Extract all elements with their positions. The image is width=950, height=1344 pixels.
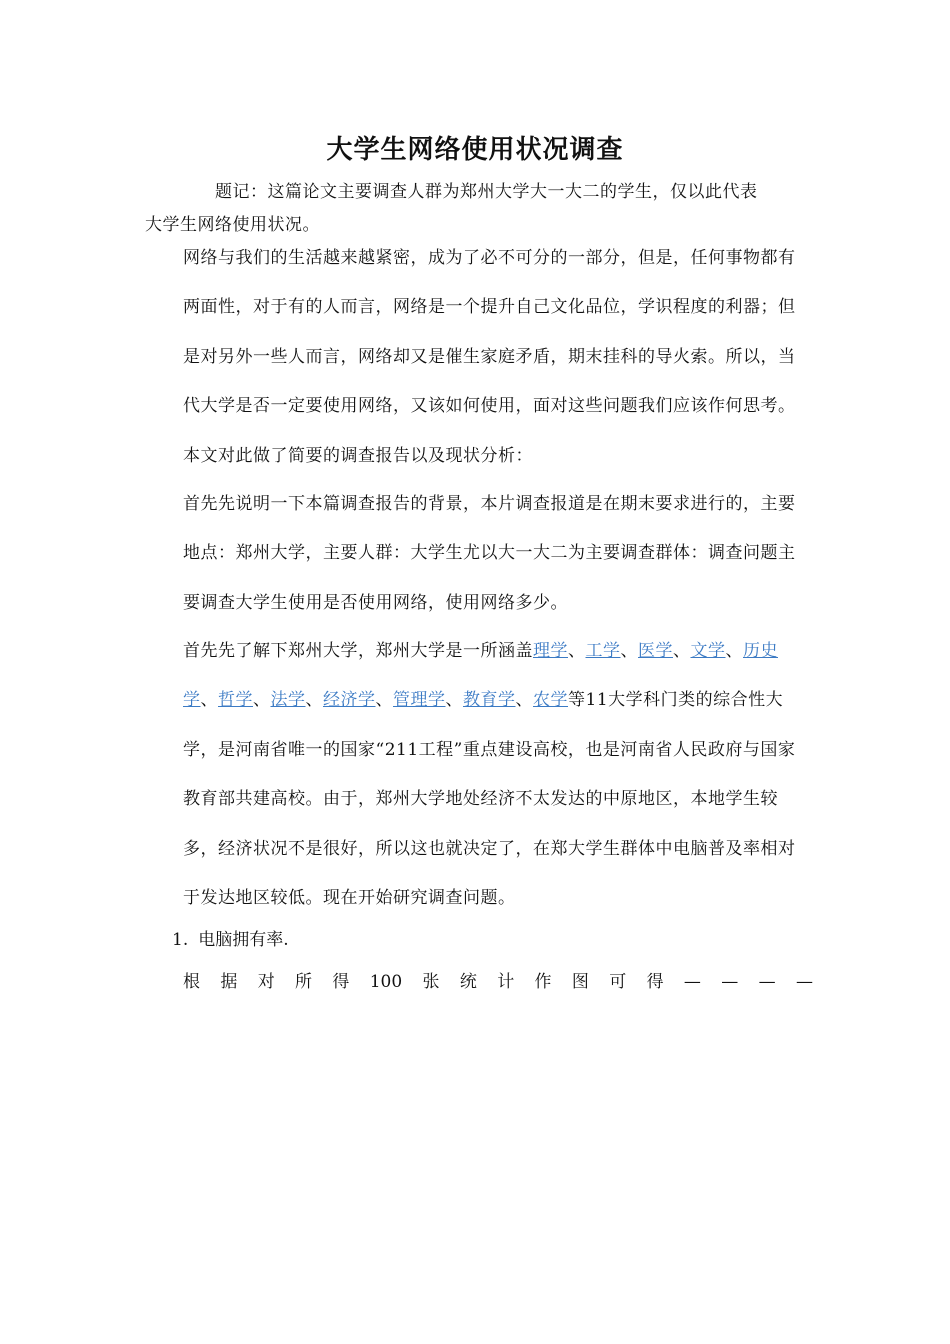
paragraph-university <box>145 627 810 923</box>
spaced-line <box>183 967 813 997</box>
paragraph-intro <box>145 234 810 481</box>
list-item-1 <box>172 925 289 955</box>
spaced-char: 张 <box>422 972 440 992</box>
discipline-link[interactable]: 管理学 <box>393 690 446 711</box>
paragraph-background <box>145 480 810 628</box>
link-separator: 、 <box>200 690 218 711</box>
list-number: 1. <box>172 930 189 950</box>
spaced-char: 据 <box>220 972 238 992</box>
epigraph <box>145 176 810 242</box>
spaced-char: 100 <box>369 972 403 992</box>
discipline-link[interactable]: 经济学 <box>323 690 376 711</box>
spaced-char: 所 <box>295 972 313 992</box>
spaced-char: 可 <box>609 972 627 992</box>
discipline-link[interactable]: 法学 <box>270 690 306 711</box>
paragraph-university-text <box>145 627 810 923</box>
discipline-link[interactable]: 理学 <box>533 641 568 661</box>
spaced-char: 作 <box>534 972 552 992</box>
link-separator: 、 <box>445 690 463 711</box>
discipline-link[interactable]: 历史学 <box>183 641 778 711</box>
link-separator: 、 <box>253 690 271 711</box>
spaced-char: 得 <box>332 972 350 992</box>
discipline-link[interactable]: 文学 <box>690 641 726 661</box>
spaced-char: — <box>721 972 739 992</box>
list-item-text: 电脑拥有率. <box>198 930 289 950</box>
paragraph-university-lead: 首先先了解下郑州大学，郑州大学是一所涵盖 <box>183 641 533 661</box>
spaced-char: 计 <box>497 972 515 992</box>
paragraph-intro-text: 网络与我们的生活越来越紧密，成为了必不可分的一部分，但是，任何事物都有两面性，对于有的人而言，网络是一个提升自己文化品位，学识程度的利器；但是对另外一些人而言，网络却又是催生家庭矛盾，期末挂科的导火索。所以，当代大学是否一定要使用网络，又该如何使用，面对这些问题我们应该作何思考。本文对此做了简要的调查报告以及现状分析： <box>183 248 796 466</box>
discipline-link[interactable]: 工学 <box>585 641 621 661</box>
link-separator: 、 <box>725 641 743 661</box>
spaced-char: 得 <box>646 972 664 992</box>
link-separator: 、 <box>620 641 638 661</box>
link-separator: 、 <box>375 690 393 711</box>
document-title: 大学生网络使用状况调查 <box>326 135 624 165</box>
spaced-char: — <box>795 972 813 992</box>
discipline-link[interactable]: 教育学 <box>463 690 516 711</box>
spaced-char: 根 <box>183 972 200 992</box>
spaced-char: — <box>758 972 776 992</box>
spaced-char: 统 <box>459 972 477 992</box>
link-separator: 、 <box>305 690 323 711</box>
discipline-link[interactable]: 医学 <box>638 641 673 661</box>
paragraph-background-text: 首先先说明一下本篇调查报告的背景，本片调查报道是在期末要求进行的，主要地点：郑州大学，主要人群：大学生尤以大一大二为主要调查群体：调查问题主要调查大学生使用是否使用网络，使用网络多少。 <box>183 494 796 613</box>
link-separator: 、 <box>568 641 586 661</box>
spaced-char: — <box>683 972 701 992</box>
paragraph-university-rest: 等11大学科门类的综合性大学，是河南省唯一的国家“211工程”重点建设高校，也是河南省人民政府与国家教育部共建高校。由于，郑州大学地处经济不太发达的中原地区，本地学生较多，经济状况不是很好，所以这也就决定了，在郑大学生群体中电脑普及率相对于发达地区较低。现在开始研究调查问题。 <box>183 690 796 909</box>
epigraph-line-1: 题记：这篇论文主要调查人群为郑州大学大一大二的学生，仅以此代表 <box>215 182 758 202</box>
spaced-char: 对 <box>257 972 275 992</box>
discipline-link[interactable]: 农学 <box>533 690 568 711</box>
link-separator: 、 <box>515 690 533 711</box>
discipline-link[interactable]: 哲学 <box>218 690 253 711</box>
spaced-char: 图 <box>571 972 589 992</box>
epigraph-line-2: 大学生网络使用状况。 <box>145 215 320 235</box>
link-separator: 、 <box>673 641 691 661</box>
